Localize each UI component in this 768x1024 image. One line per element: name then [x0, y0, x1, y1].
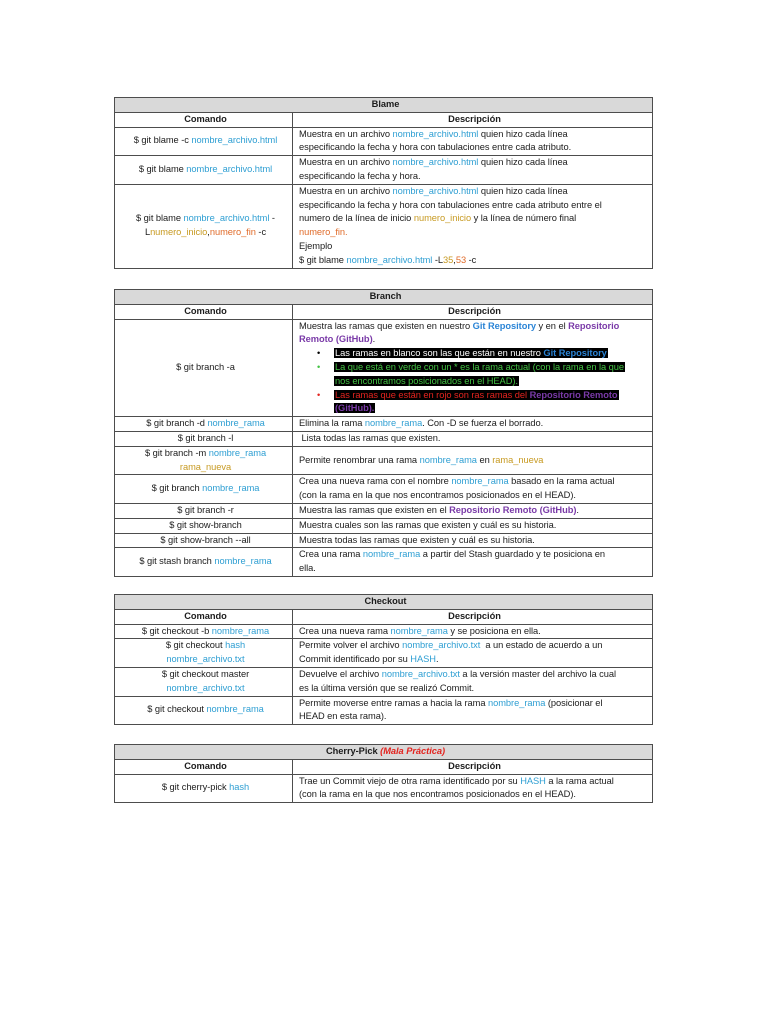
text-run: -: [269, 213, 275, 224]
column-header-row: [115, 609, 653, 624]
command-row: [115, 639, 653, 668]
description-line: [299, 625, 650, 639]
table-grid: [114, 289, 653, 577]
table-body: [115, 98, 653, 269]
text-run: .: [435, 654, 439, 665]
highlighted-term: rama_nueva: [492, 454, 544, 465]
description-cell: [293, 417, 653, 432]
command-row: [115, 156, 653, 185]
bullet-line: [334, 347, 650, 361]
description-line: [299, 212, 650, 226]
command-row: [115, 127, 653, 156]
highlighted-term: nombre_rama: [207, 418, 265, 429]
command-row: [115, 774, 653, 803]
text-run: (posicionar el: [545, 697, 603, 708]
text-run: Muestra en un archivo: [299, 185, 393, 196]
column-header-comando: Comando: [115, 112, 293, 127]
text-run: La que está en verde con un * es la rama actual (con la rama en la que: [335, 361, 625, 372]
text-run: Devuelve el archivo: [299, 668, 382, 679]
description-line: [299, 185, 650, 199]
table-title: [115, 745, 653, 760]
text-run: Las ramas que están en rojo son ras ramas del: [335, 389, 530, 400]
description-cell: [293, 319, 653, 417]
description-cell: [293, 156, 653, 185]
description-cell: [293, 533, 653, 548]
description-cell: [293, 184, 653, 268]
highlighted-term: Remoto (GitHub): [299, 334, 373, 345]
highlighted-term: Repositorio Remoto: [529, 389, 618, 400]
highlighted-term: nombre_archivo.html: [346, 254, 433, 265]
text-run: -c: [466, 254, 477, 265]
description-cell: [293, 548, 653, 577]
description-line: [299, 562, 650, 576]
text-run: a la rama actual: [545, 775, 614, 786]
command-cell: [115, 417, 293, 432]
text-run: Lista todas las ramas que existen.: [299, 432, 441, 443]
table-title: [115, 98, 653, 113]
command-line: [121, 504, 290, 518]
text-run: .: [576, 504, 579, 515]
text-run: a partir del Stash guardado y te posiciona en: [420, 549, 606, 560]
column-header-row: [115, 759, 653, 774]
description-line: [299, 417, 650, 431]
text-run: quien hizo cada línea: [478, 185, 568, 196]
highlighted-term: HASH: [520, 775, 546, 786]
text-run: y en el: [536, 320, 569, 331]
highlighted-term: Repositorio Remoto (GitHub): [449, 504, 577, 515]
text-run: $ git branch: [151, 483, 203, 494]
column-header-descripcion: Descripción: [293, 304, 653, 319]
table-grid: [114, 744, 653, 803]
highlighted-term: HASH: [410, 654, 436, 665]
highlighted-term: nombre_rama: [202, 483, 260, 494]
command-line: [121, 361, 290, 375]
column-header-comando: Comando: [115, 609, 293, 624]
description-line: [299, 141, 650, 155]
bullet-item: [299, 389, 650, 417]
description-line: [299, 534, 650, 548]
text-run: Permite moverse entre ramas a hacia la rama: [299, 697, 488, 708]
text-run: Checkout: [364, 596, 407, 606]
text-run: . Con -D se fuerza el borrado.: [422, 418, 544, 429]
text-run: $ git checkout master: [161, 668, 250, 679]
text-run: ,: [453, 254, 456, 265]
description-line: [299, 710, 650, 724]
text-run: y se posiciona en ella.: [447, 625, 541, 636]
command-line: [121, 625, 290, 639]
command-cell: [115, 548, 293, 577]
text-run: $ git checkout -b: [141, 625, 212, 636]
text-run: $ git blame: [136, 213, 184, 224]
table-grid: [114, 97, 653, 269]
command-line: [121, 432, 290, 446]
text-run: -L: [432, 254, 444, 265]
cherry-pick-table: [114, 744, 652, 803]
column-header-descripcion: Descripción: [293, 759, 653, 774]
command-cell: [115, 156, 293, 185]
text-run: Las ramas en blanco son las que están en nuestro: [335, 348, 544, 359]
highlighted-term: nombre_rama: [390, 625, 448, 636]
description-line: [299, 475, 650, 489]
highlighted-term: nombre_archivo.html: [186, 164, 273, 175]
text-run: especificando la fecha y hora.: [299, 170, 421, 181]
highlighted-term: nombre_archivo.txt: [166, 654, 245, 665]
table-title: [115, 595, 653, 610]
text-run: quien hizo cada línea: [478, 128, 568, 139]
text-run: Muestra en un archivo: [299, 128, 393, 139]
text-run: $ git branch -a: [176, 361, 235, 372]
text-run: Muestra en un archivo: [299, 157, 393, 168]
highlighted-term: nombre_rama: [487, 697, 546, 708]
text-run: $ git branch -l: [177, 432, 234, 443]
command-row: [115, 696, 653, 725]
highlighted-term: hash: [225, 640, 246, 651]
text-run: $ git show-branch --all: [160, 534, 251, 545]
highlighted-term: numero_fin.: [299, 227, 348, 238]
table-grid: [114, 594, 653, 725]
description-line: [299, 333, 650, 347]
highlighted-term: nombre_archivo.html: [392, 185, 479, 196]
description-cell: [293, 518, 653, 533]
description-line: [299, 320, 650, 334]
text-run: $ git branch -r: [177, 504, 234, 515]
highlighted-term: hash: [229, 782, 250, 793]
highlighted-term: nombre_archivo.html: [392, 157, 479, 168]
text-run: HEAD en esta rama).: [299, 711, 387, 722]
highlighted-term: nombre_rama: [364, 418, 423, 429]
bullet-item: [299, 347, 650, 361]
table-body: [115, 745, 653, 803]
command-row: [115, 184, 653, 268]
text-run: Commit identificado por su: [299, 654, 411, 665]
command-row: [115, 518, 653, 533]
bullet-text: [334, 389, 650, 417]
highlighted-line: [334, 348, 608, 358]
description-cell: [293, 475, 653, 504]
command-cell: [115, 184, 293, 268]
command-line: [121, 461, 290, 475]
checkout-table: [114, 594, 652, 725]
command-cell: [115, 446, 293, 475]
command-line: [121, 534, 290, 548]
highlighted-term: numero_fin: [209, 227, 256, 238]
bullet-marker: •: [317, 348, 321, 359]
description-cell: [293, 503, 653, 518]
highlighted-line: [334, 362, 625, 372]
text-run: $ git branch -m: [144, 447, 209, 458]
command-cell: [115, 774, 293, 803]
text-run: especificando la fecha y hora con tabulaciones entre cada atributo.: [299, 142, 572, 153]
text-run: $ git branch -d: [146, 418, 208, 429]
command-row: [115, 667, 653, 696]
text-run: $ git blame -c: [133, 135, 192, 146]
command-line: [121, 417, 290, 431]
text-run: .: [372, 334, 376, 345]
text-run: (con la rama en la que nos encontramos posicionados en el HEAD).: [299, 789, 576, 800]
description-line: [299, 682, 650, 696]
command-line: [121, 226, 290, 240]
table-title-row: [115, 745, 653, 760]
description-cell: [293, 696, 653, 725]
command-line: [121, 668, 290, 682]
description-line: [299, 653, 650, 667]
bullet-line: [334, 361, 650, 375]
command-cell: [115, 533, 293, 548]
description-line: [299, 226, 650, 240]
description-cell: [293, 446, 653, 475]
text-run: $ git cherry-pick: [161, 782, 230, 793]
text-run: (con la rama en la que nos encontramos posicionados en el HEAD).: [299, 490, 576, 501]
text-run: nos encontramos posicionados en el HEAD).: [335, 375, 518, 386]
description-cell: [293, 624, 653, 639]
description-line: [299, 156, 650, 170]
column-header-comando: Comando: [115, 304, 293, 319]
highlighted-term: (Mala Práctica): [380, 746, 446, 756]
highlighted-term: nombre_rama: [211, 625, 270, 636]
text-run: especificando la fecha y hora con tabulaciones entre cada atributo entre el: [299, 199, 602, 210]
command-cell: [115, 431, 293, 446]
command-row: [115, 417, 653, 432]
command-cell: [115, 127, 293, 156]
command-line: [121, 163, 290, 177]
highlighted-term: nombre_archivo.txt: [402, 640, 481, 651]
highlighted-line: [334, 403, 375, 413]
bullet-text: [334, 361, 650, 389]
command-line: [121, 482, 290, 496]
column-header-row: [115, 112, 653, 127]
bullet-line: [334, 402, 650, 416]
description-line: [299, 668, 650, 682]
command-line: [121, 447, 290, 461]
table-title-row: [115, 595, 653, 610]
command-cell: [115, 624, 293, 639]
text-run: Elimina la rama: [299, 418, 365, 429]
text-run: y la línea de número final: [471, 213, 577, 224]
description-cell: [293, 127, 653, 156]
branch-table: [114, 289, 652, 577]
text-run: Muestra las ramas que existen en el: [299, 504, 450, 515]
text-run: Permite volver el archivo: [299, 640, 403, 651]
command-cell: [115, 667, 293, 696]
command-line: [121, 555, 290, 569]
text-run: $ git checkout: [165, 640, 226, 651]
highlighted-term: numero_inicio: [413, 213, 472, 224]
highlighted-term: nombre_archivo.html: [191, 135, 278, 146]
text-run: quien hizo cada línea: [478, 157, 568, 168]
text-run: $ git checkout: [147, 704, 207, 715]
command-cell: [115, 503, 293, 518]
highlighted-term: Git Repository: [472, 320, 537, 331]
command-line: [121, 781, 290, 795]
column-header-row: [115, 304, 653, 319]
text-run: Ejemplo: [299, 240, 333, 251]
description-line: [299, 489, 650, 503]
command-line: [121, 212, 290, 226]
command-row: [115, 431, 653, 446]
text-run: Muestra las ramas que existen en nuestro: [299, 320, 473, 331]
text-run: Blame: [371, 99, 400, 109]
description-line: [299, 639, 650, 653]
text-run: en: [476, 454, 493, 465]
table-title-line: [121, 745, 650, 759]
text-run: $ git show-branch: [169, 519, 242, 530]
text-run: Cherry-Pick: [325, 746, 381, 756]
description-line: [299, 432, 650, 446]
highlighted-term: nombre_archivo.html: [183, 213, 270, 224]
text-run: Muestra cuales son las ramas que existen y cuál es su historia.: [299, 519, 557, 530]
description-line: [299, 504, 650, 518]
description-line: [299, 548, 650, 562]
bullet-marker: •: [317, 389, 321, 400]
bullet-line: [334, 389, 650, 403]
table-title-line: [121, 98, 650, 112]
command-row: [115, 475, 653, 504]
description-line: [299, 128, 650, 142]
command-cell: [115, 475, 293, 504]
description-line: [299, 454, 650, 468]
command-line: [121, 682, 290, 696]
table-body: [115, 290, 653, 577]
highlighted-term: nombre_archivo.html: [392, 128, 479, 139]
text-run: ,: [207, 227, 210, 238]
text-run: Crea una rama: [299, 549, 363, 560]
bullet-item: [299, 361, 650, 389]
text-run: -c: [255, 227, 267, 238]
text-run: es la última versión que se realizó Commit.: [299, 682, 475, 693]
description-line: [299, 199, 650, 213]
table-body: [115, 595, 653, 725]
table-title-line: [121, 290, 650, 304]
description-line: [299, 240, 650, 254]
highlighted-term: nombre_rama: [362, 549, 421, 560]
column-header-descripcion: Descripción: [293, 609, 653, 624]
highlighted-term: Git Repository: [543, 348, 607, 359]
text-run: Trae un Commit viejo de otra rama identificado por su: [299, 775, 521, 786]
description-cell: [293, 639, 653, 668]
command-row: [115, 548, 653, 577]
text-run: a la versión master del archivo la cual: [459, 668, 617, 679]
bullet-list: [299, 347, 650, 416]
description-line: [299, 697, 650, 711]
description-cell: [293, 774, 653, 803]
highlighted-term: nombre_rama: [419, 454, 477, 465]
text-run: $ git stash branch: [139, 556, 215, 567]
description-line: [299, 775, 650, 789]
text-run: $ git blame: [299, 254, 347, 265]
highlighted-term: 35: [443, 254, 454, 265]
description-line: [299, 519, 650, 533]
text-run: $ git blame: [138, 164, 187, 175]
highlighted-term: nombre_rama: [214, 556, 272, 567]
highlighted-term: Repositorio: [568, 320, 620, 331]
text-run: numero de la línea de inicio: [299, 213, 414, 224]
command-cell: [115, 639, 293, 668]
column-header-comando: Comando: [115, 759, 293, 774]
command-row: [115, 319, 653, 417]
command-row: [115, 624, 653, 639]
text-run: a un estado de acuerdo a un: [480, 640, 603, 651]
description-cell: [293, 667, 653, 696]
table-title-row: [115, 290, 653, 305]
column-header-descripcion: Descripción: [293, 112, 653, 127]
highlighted-term: nombre_rama: [206, 704, 264, 715]
text-run: Crea una nueva rama: [299, 625, 391, 636]
highlighted-line: [334, 376, 519, 386]
text-run: Permite renombrar una rama: [299, 454, 420, 465]
command-row: [115, 533, 653, 548]
highlighted-term: nombre_rama: [208, 447, 267, 458]
text-run: Muestra todas las ramas que existen y cuál es su historia.: [299, 534, 535, 545]
text-run: basado en la rama actual: [508, 476, 615, 487]
bullet-marker: •: [317, 361, 321, 372]
command-row: [115, 503, 653, 518]
description-cell: [293, 431, 653, 446]
command-row: [115, 446, 653, 475]
highlighted-term: numero_inicio: [150, 227, 208, 238]
command-line: [121, 703, 290, 717]
table-title: [115, 290, 653, 305]
command-cell: [115, 518, 293, 533]
text-run: Branch: [369, 291, 402, 301]
highlighted-term: nombre_rama: [451, 476, 509, 487]
highlighted-line: [334, 390, 619, 400]
highlighted-term: nombre_archivo.txt: [381, 668, 460, 679]
highlighted-term: nombre_archivo.txt: [166, 682, 245, 693]
command-line: [121, 134, 290, 148]
bullet-line: [334, 375, 650, 389]
bullet-text: [334, 347, 650, 361]
description-line: [299, 788, 650, 802]
table-title-line: [121, 595, 650, 609]
text-run: L: [144, 227, 151, 238]
blame-table: [114, 97, 652, 269]
highlighted-term: rama_nueva: [179, 461, 232, 472]
command-cell: [115, 696, 293, 725]
description-line: [299, 254, 650, 268]
highlighted-term: (GitHub).: [335, 403, 375, 414]
command-line: [121, 519, 290, 533]
command-line: [121, 639, 290, 653]
highlighted-term: 53: [455, 254, 467, 265]
command-cell: [115, 319, 293, 417]
text-run: ella.: [299, 563, 316, 574]
command-line: [121, 653, 290, 667]
description-line: [299, 170, 650, 184]
table-title-row: [115, 98, 653, 113]
text-run: Crea una nueva rama con el nombre: [299, 476, 452, 487]
